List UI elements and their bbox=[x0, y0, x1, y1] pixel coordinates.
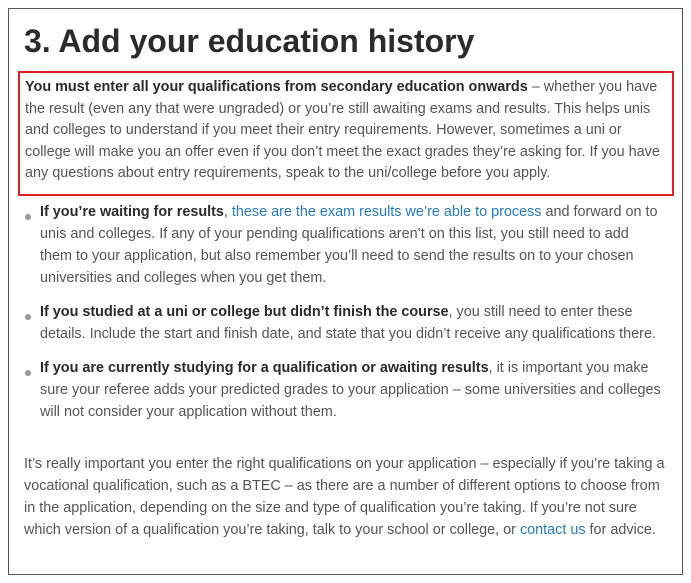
guidance-list bbox=[24, 201, 664, 423]
callout-bold-text: You must enter all your qualifications from secondary education onwards bbox=[25, 79, 528, 95]
bullet-dot-icon bbox=[25, 214, 31, 220]
bullet-dot-icon bbox=[25, 314, 31, 320]
list-item-text: , it is important you make sure your referee adds your predicted grades to your application – some universities and colleges will not consider your application without them. bbox=[40, 360, 661, 420]
list-item-text: , you still need to enter these details. Include the start and finish date, and state that you didn’t receive any qualifications there. bbox=[40, 304, 656, 342]
list-item bbox=[24, 201, 664, 289]
content-frame bbox=[8, 8, 683, 575]
list-item-text: , bbox=[223, 204, 232, 220]
highlighted-callout bbox=[18, 71, 674, 196]
callout-text: – whether you have the result (even any that were ungraded) or you’re still awaiting exams and results. This helps unis and colleges to understand if you meet their entry requirements. However, sometimes a uni or college will make you an offer even if you don’t meet the exact grades they’re asking for. If you have any questions about entry requirements, speak to the uni/college before you apply. bbox=[25, 79, 660, 182]
list-item-bold: If you’re waiting for results bbox=[40, 204, 224, 220]
advice-paragraph bbox=[24, 453, 669, 541]
list-item-text: and forward on to unis and colleges. If any of your pending qualifications aren’t on this list, you still need to add them to your application, but also remember you’ll need to send the results on to your chosen universities and colleges when you get them. bbox=[40, 204, 658, 286]
paragraph-text: It’s really important you enter the right qualifications on your application – especially if you’re taking a vocational qualification, such as a BTEC – as there are a number of different options to choose from in the application, depending on the size and type of qualification you’re taking. If you’re not sure which version of a qualification you’re taking, talk to your school or college, or bbox=[24, 456, 665, 538]
list-item-bold: If you are currently studying for a qualification or awaiting results bbox=[40, 360, 489, 376]
page-title: 3. Add your education history bbox=[24, 23, 475, 59]
paragraph-text: for advice. bbox=[585, 522, 656, 538]
exam-results-link[interactable]: these are the exam results we’re able to process bbox=[231, 204, 542, 220]
bullet-dot-icon bbox=[25, 370, 31, 376]
list-item bbox=[24, 357, 664, 423]
list-item bbox=[24, 301, 664, 345]
list-item-bold: If you studied at a uni or college but didn’t finish the course bbox=[40, 304, 449, 320]
contact-us-link[interactable]: contact us bbox=[519, 522, 586, 538]
